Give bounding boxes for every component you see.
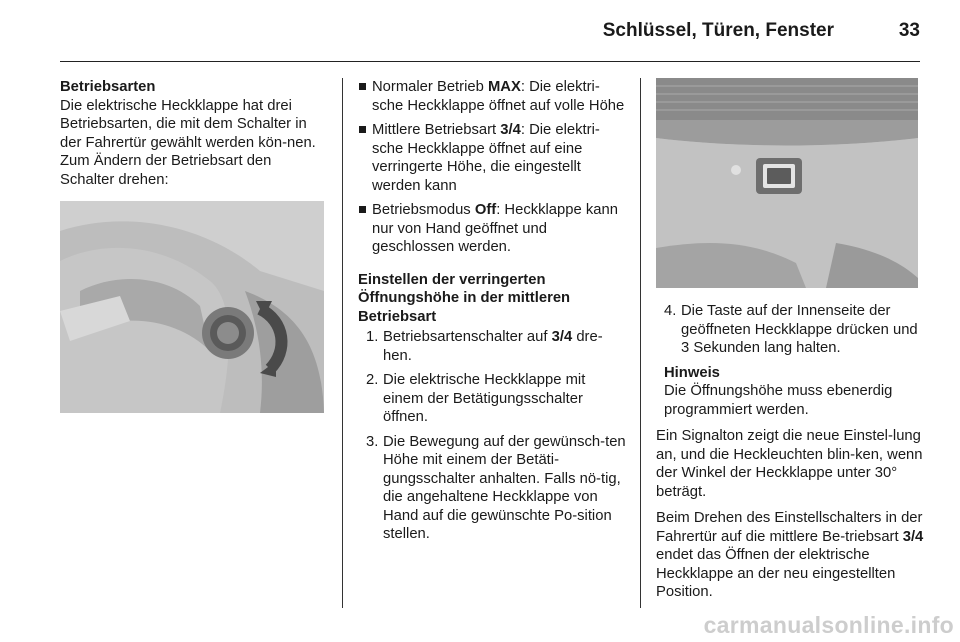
list-item: Betriebsmodus Off: Heckklappe kann nur von Hand geöffnet und geschlossen werden.	[358, 201, 626, 257]
list-item: Mittlere Betriebsart 3/4: Die elektri-sche Heckklappe öffnet auf eine verringerte Höhe, die eingestellt werden kann	[358, 121, 626, 195]
door-switch-drawing	[60, 201, 324, 413]
column-left	[60, 78, 328, 413]
step-item: 3. Die Bewegung auf der gewünsch-ten Höhe mit einem der Betäti-gungsschalter anhalten. Falls nö-tig, die angehaltene Heckklappe von Hand auf die gewünschte Po-sition stellen.	[366, 433, 626, 542]
list-item: Normaler Betrieb MAX: Die elektri-sche Heckklappe öffnet auf volle Höhe	[358, 78, 626, 115]
note-title: Hinweis	[664, 364, 720, 381]
tailgate-button-drawing	[656, 78, 918, 288]
column-divider	[342, 78, 343, 608]
page-header	[60, 0, 920, 62]
step-item: 2. Die elektrische Heckklappe mit einem der Betätigungsschalter öffnen.	[366, 372, 586, 425]
step-item: 1. Betriebsartenschalter auf 3/4 dre-hen.	[366, 329, 603, 364]
column-middle	[358, 78, 626, 550]
paragraph: Ein Signalton zeigt die neue Einstel-lung an, und die Heckleuchten blin-ken, wenn der Winkel der Heckklappe unter 30° beträgt.	[656, 428, 923, 500]
watermark: carmanualsonline.info	[703, 612, 954, 638]
door-switch-illustration	[60, 201, 324, 413]
section-heading: Einstellen der verringerten Öffnungshöhe in der mittleren Betriebsart	[358, 271, 571, 325]
column-divider	[640, 78, 641, 608]
column-right	[656, 78, 924, 610]
chapter-title: Schlüssel, Türen, Fenster	[602, 20, 834, 41]
section-heading: Betriebsarten	[60, 79, 156, 95]
note-box	[656, 364, 924, 420]
page-number: 33	[898, 20, 920, 41]
paragraph: Beim Drehen des Einstellschalters in der Fahrertür auf die mittlere Be-triebsart 3/4 endet das Öffnen der elektrische Heckklappe an der neu eingestellten Position.	[656, 510, 924, 600]
step-item: 4. Die Taste auf der Innenseite der geöffneten Heckklappe drücken und 3 Sekunden lang halten.	[664, 303, 918, 356]
note-text: Die Öffnungshöhe muss ebenerdig programmiert werden.	[664, 383, 893, 418]
tailgate-button-illustration	[656, 78, 918, 288]
intro-paragraph: Die elektrische Heckklappe hat drei Betriebsarten, die mit dem Schalter in der Fahrertür gewählt werden kön-nen. Zum Ändern der Betriebsart den Schalter drehen:	[60, 97, 316, 188]
